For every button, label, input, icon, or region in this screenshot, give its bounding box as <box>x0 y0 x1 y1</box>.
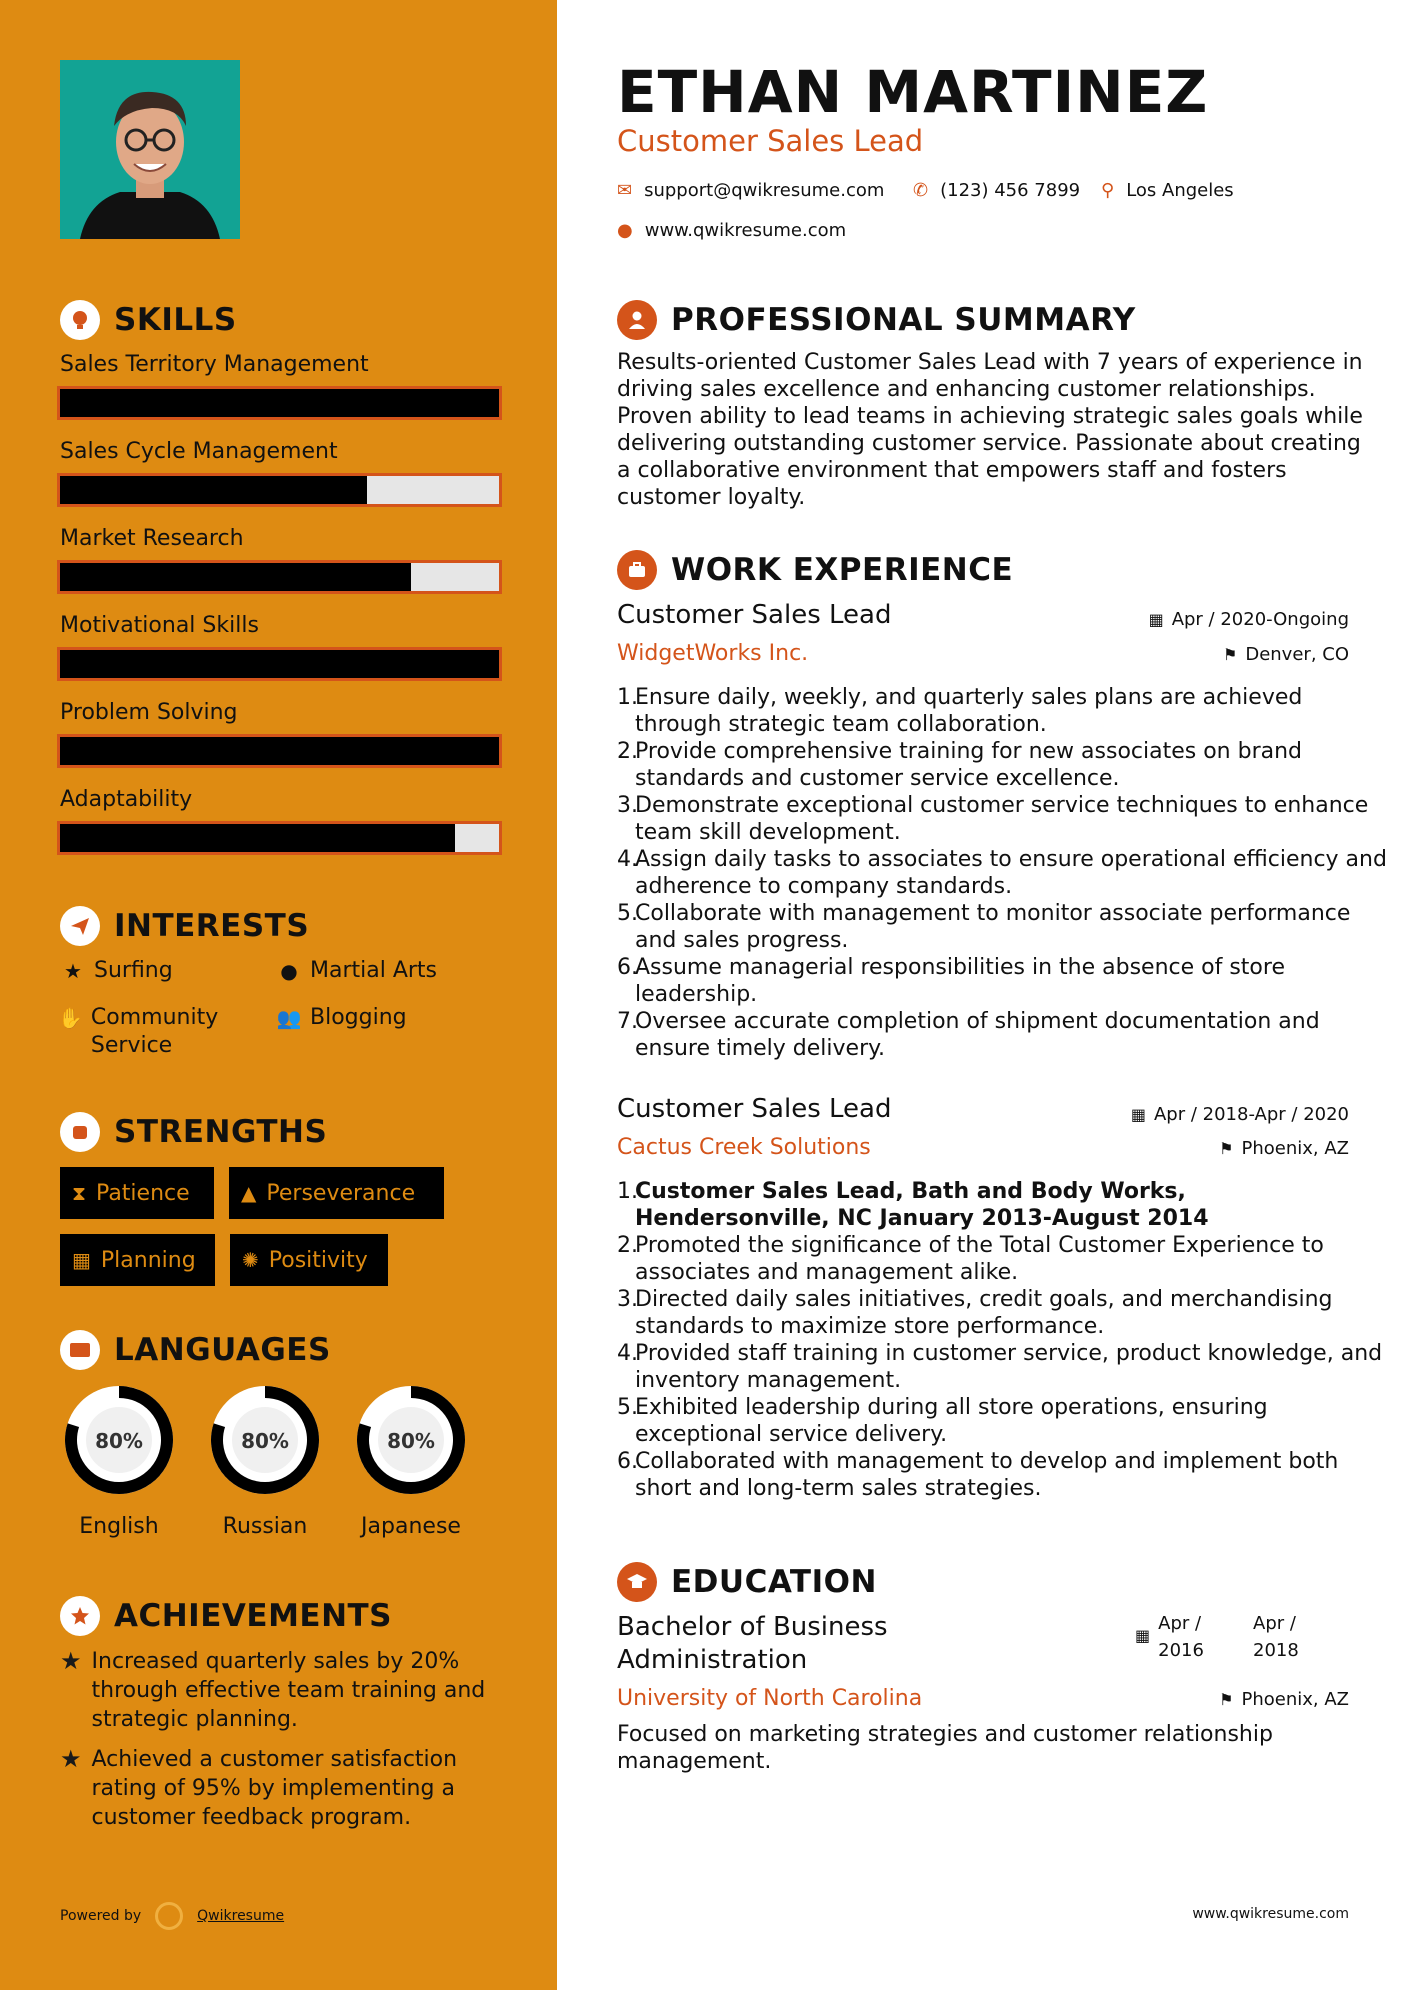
language-ring <box>59 1380 179 1500</box>
envelope-icon: ✉ <box>617 180 633 201</box>
education-description: Focused on marketing strategies and customer relationship management. <box>617 1722 1273 1774</box>
skill-bar-fill <box>60 650 499 678</box>
interest-item <box>60 957 173 985</box>
skill-bar-fill <box>60 563 411 591</box>
pin-icon: ⚑ <box>1219 1690 1234 1709</box>
list-item: 7. Oversee accurate completion of shipment documentation and ensure timely delivery. <box>617 1009 1320 1061</box>
job-location <box>1223 644 1349 665</box>
footer-url[interactable]: www.qwikresume.com <box>1192 1906 1349 1922</box>
job-bullets <box>617 1178 1387 1502</box>
job-location-text: Phoenix, AZ <box>1241 1138 1349 1159</box>
strength-label: Planning <box>100 1247 196 1273</box>
strength-tag <box>229 1167 444 1219</box>
powered-by-label: Powered by <box>60 1908 142 1924</box>
job-company: WidgetWorks Inc. <box>617 641 809 666</box>
education-end-year: 2018 <box>1253 1640 1299 1661</box>
calendar-icon: ▦ <box>1130 1105 1146 1124</box>
achievement-text: Achieved a customer satisfaction rating of 95% by implementing a customer feedback program. <box>91 1747 458 1830</box>
interest-label: Surfing <box>94 958 173 983</box>
strength-label: Positivity <box>268 1247 368 1273</box>
interest-item <box>276 957 437 985</box>
education-start-year: 2016 <box>1158 1640 1204 1661</box>
trophy-star-icon <box>60 1596 100 1636</box>
skill-bar-fill <box>60 476 367 504</box>
star-icon: ★ <box>60 1647 82 1675</box>
phone-text: (123) 456 7899 <box>940 180 1081 201</box>
skill-label: Market Research <box>60 526 244 551</box>
achievements-heading <box>60 1596 392 1636</box>
achievement-text: Increased quarterly sales by 20% through effective team training and strategic planning. <box>91 1649 486 1732</box>
job-dates-text: Apr / 2018-Apr / 2020 <box>1153 1104 1349 1125</box>
education-title: EDUCATION <box>671 1564 877 1600</box>
fist-icon <box>60 1112 100 1152</box>
language-name: Japanese <box>361 1514 461 1539</box>
strength-label: Patience <box>96 1180 190 1206</box>
list-item: 3. Demonstrate exceptional customer service techniques to enhance team skill development. <box>617 793 1369 845</box>
achievements-title: ACHIEVEMENTS <box>114 1598 393 1634</box>
skill-bar-fill <box>60 389 499 417</box>
education-end-date <box>1253 1610 1299 1664</box>
job-location-text: Denver, CO <box>1245 644 1349 665</box>
pin-icon: ⚑ <box>1219 1139 1234 1158</box>
skill-label: Sales Cycle Management <box>60 439 338 464</box>
strength-tag <box>230 1234 388 1286</box>
list-item: 3. Directed daily sales initiatives, credit goals, and merchandising standards to maximize store performance. <box>617 1287 1333 1339</box>
contact-website[interactable] <box>617 220 846 241</box>
road-icon: ▲ <box>241 1181 257 1205</box>
interests-heading <box>60 906 309 946</box>
language-name: Russian <box>222 1514 308 1539</box>
languages-title: LANGUAGES <box>114 1332 331 1368</box>
interests-title: INTERESTS <box>114 908 310 944</box>
skill-bar <box>57 473 502 507</box>
website-text: www.qwikresume.com <box>644 220 847 241</box>
email-text: support@qwikresume.com <box>644 180 885 201</box>
full-name: ETHAN MARTINEZ <box>617 58 1209 126</box>
hand-icon: ✋ <box>58 1006 83 1030</box>
qwikresume-link[interactable]: Qwikresume <box>197 1908 285 1924</box>
list-item: 2. Provide comprehensive training for new associates on brand standards and customer service excellence. <box>617 739 1303 791</box>
users-icon: 👥 <box>276 1006 302 1030</box>
education-location <box>1219 1689 1349 1710</box>
interest-item <box>276 1004 407 1032</box>
language-item <box>351 1380 471 1539</box>
job-bullets <box>617 684 1387 1062</box>
lightbulb-icon <box>60 300 100 340</box>
education-school: University of North Carolina <box>617 1686 923 1711</box>
list-item: 4. Provided staff training in customer service, product knowledge, and inventory management. <box>617 1341 1383 1393</box>
job-dates-text: Apr / 2020-Ongoing <box>1171 609 1349 630</box>
job-location <box>1219 1138 1349 1159</box>
education-location-text: Phoenix, AZ <box>1241 1689 1349 1710</box>
job-dates <box>1149 609 1349 630</box>
summary-heading <box>617 300 1136 340</box>
phone-icon: ✆ <box>913 180 929 201</box>
interest-item <box>58 1004 258 1060</box>
translate-icon <box>60 1330 100 1370</box>
list-item: 6. Collaborated with management to develop and implement both short and long-term sales strategies. <box>617 1449 1339 1501</box>
map-pin-icon: ⚲ <box>1101 180 1115 201</box>
hourglass-icon: ⧗ <box>72 1181 87 1205</box>
education-degree: Bachelor of Business Administration <box>617 1612 888 1675</box>
list-item: 2. Promoted the significance of the Total Customer Experience to associates and management alike. <box>617 1233 1324 1285</box>
list-item: 1. Ensure daily, weekly, and quarterly sales plans are achieved through strategic team collaboration. <box>617 685 1303 737</box>
experience-title: WORK EXPERIENCE <box>671 552 1014 588</box>
language-name: English <box>79 1514 159 1539</box>
location-text: Los Angeles <box>1126 180 1234 201</box>
skills-title: SKILLS <box>114 302 237 338</box>
main-content <box>557 0 1407 1990</box>
skill-label: Sales Territory Management <box>60 352 369 377</box>
strength-tag <box>60 1234 215 1286</box>
globe-icon: ● <box>617 220 633 241</box>
qwikresume-logo-icon <box>155 1902 183 1930</box>
skill-label: Problem Solving <box>60 700 238 725</box>
star-icon: ★ <box>60 1745 82 1773</box>
skill-bar <box>57 560 502 594</box>
language-percent: 80% <box>95 1429 143 1453</box>
job-company: Cactus Creek Solutions <box>617 1135 871 1160</box>
education-heading <box>617 1562 877 1602</box>
strength-label: Perseverance <box>266 1180 416 1206</box>
sun-icon: ✺ <box>242 1248 259 1272</box>
achievement-item <box>60 1745 500 1832</box>
job-dates <box>1131 1104 1349 1125</box>
paper-plane-icon <box>60 906 100 946</box>
list-item: 4. Assign daily tasks to associates to ensure operational efficiency and adherence to company standards. <box>617 847 1387 899</box>
job-title: Customer Sales Lead <box>617 600 892 630</box>
profile-photo <box>60 60 240 239</box>
language-ring <box>351 1380 471 1500</box>
education-end-month: Apr / <box>1253 1613 1296 1634</box>
skill-bar <box>57 734 502 768</box>
star-icon: ★ <box>64 959 82 983</box>
skill-bar <box>57 821 502 855</box>
skill-bar-fill <box>60 824 455 852</box>
user-icon <box>617 300 657 340</box>
job-role: Customer Sales Lead <box>617 124 924 158</box>
skill-bar <box>57 647 502 681</box>
briefcase-icon <box>617 550 657 590</box>
language-item <box>59 1380 179 1539</box>
strength-tag <box>60 1167 214 1219</box>
sidebar <box>0 0 557 1990</box>
skill-bar-fill <box>60 737 499 765</box>
calendar-icon: ▦ <box>1135 1626 1151 1645</box>
strengths-heading <box>60 1112 327 1152</box>
achievement-item <box>60 1647 500 1734</box>
list-item: 5. Collaborate with management to monitor associate performance and sales progress. <box>617 901 1351 953</box>
education-start-date <box>1135 1610 1204 1664</box>
experience-heading <box>617 550 1013 590</box>
job-title: Customer Sales Lead <box>617 1094 892 1124</box>
contact-location <box>1101 180 1234 201</box>
education-start-month: Apr / <box>1158 1613 1202 1634</box>
summary-text: Results-oriented Customer Sales Lead with 7 years of experience in driving sales excellence and enhancing customer relationships. Proven ability to lead teams in achieving strategic sales goals while delivering outstanding customer service. Passionate about creating a collaborative environment that empowers staff and fosters customer loyalty. <box>617 350 1363 510</box>
skill-label: Adaptability <box>60 787 193 812</box>
interest-label: Blogging <box>310 1005 407 1030</box>
interest-label: Community Service <box>90 1005 219 1058</box>
language-item <box>205 1380 325 1539</box>
list-item: 6. Assume managerial responsibilities in the absence of store leadership. <box>617 955 1285 1007</box>
skill-bar <box>57 386 502 420</box>
strengths-title: STRENGTHS <box>114 1114 328 1150</box>
powered-by <box>60 1902 284 1930</box>
calendar-icon: ▦ <box>72 1248 91 1272</box>
pin-icon: ⚑ <box>1223 645 1238 664</box>
list-item: 1. Customer Sales Lead, Bath and Body Works, Hendersonville, NC January 2013-August 2014 <box>617 1179 1209 1231</box>
graduation-icon <box>617 1562 657 1602</box>
contact-email[interactable] <box>617 180 884 201</box>
interest-label: Martial Arts <box>310 958 438 983</box>
languages-heading <box>60 1330 331 1370</box>
contact-phone[interactable] <box>913 180 1080 201</box>
language-percent: 80% <box>387 1429 435 1453</box>
calendar-icon: ▦ <box>1148 610 1164 629</box>
list-item: 5. Exhibited leadership during all store operations, ensuring exceptional service delivery. <box>617 1395 1268 1447</box>
summary-title: PROFESSIONAL SUMMARY <box>671 302 1136 338</box>
skills-heading <box>60 300 237 340</box>
language-ring <box>205 1380 325 1500</box>
skill-label: Motivational Skills <box>60 613 259 638</box>
globe-icon: ● <box>280 959 298 983</box>
language-percent: 80% <box>241 1429 289 1453</box>
